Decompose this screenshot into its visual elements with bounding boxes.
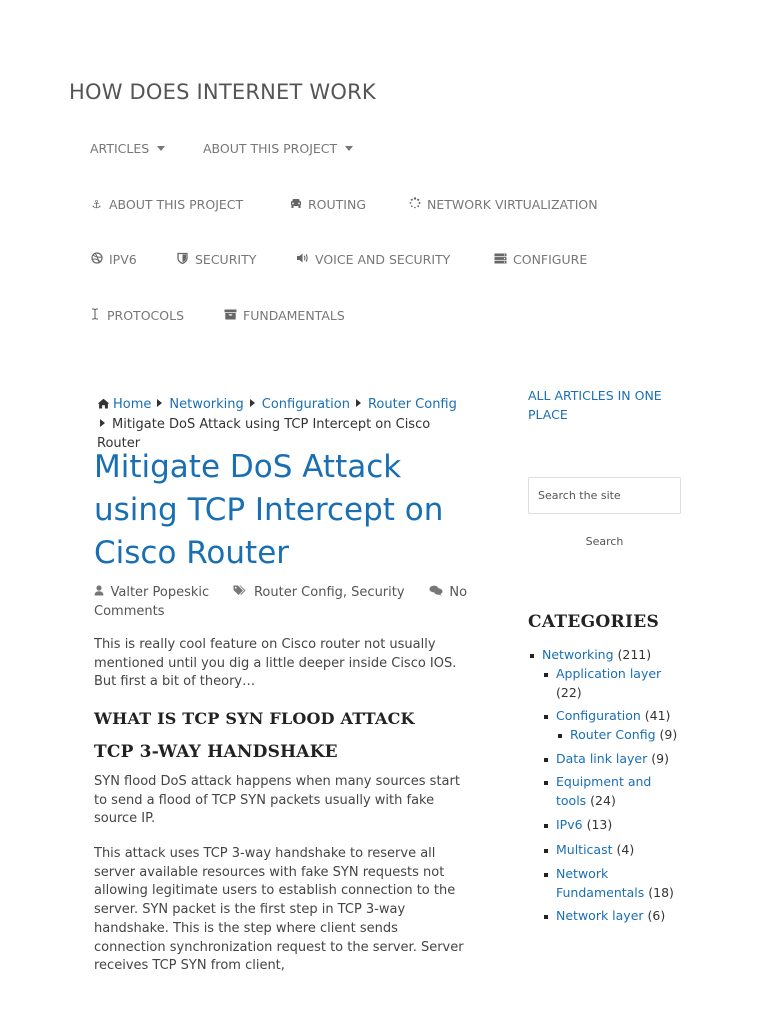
post-paragraph-1: SYN flood DoS attack happens when many sources start to send a flood of TCP SYN packets usually with fake source IP. [94, 774, 460, 827]
nav-protocols[interactable] [88, 308, 184, 323]
spinner-icon [408, 197, 421, 212]
section-heading: WHAT IS TCP SYN FLOOD ATTACK [94, 709, 415, 728]
all-articles-link[interactable]: ALL ARTICLES IN ONE PLACE [528, 388, 662, 422]
caret-down-icon [345, 146, 353, 151]
category-count: (13) [586, 817, 613, 832]
dribbble-icon [90, 252, 103, 267]
nav-label: CONFIGURE [513, 252, 588, 267]
post-meta: Valter Popeskic Router Config, Security No Comments [94, 585, 468, 619]
category-link-application-layer[interactable]: Application layer [556, 666, 662, 681]
nav-label: PROTOCOLS [107, 308, 185, 323]
breadcrumb-networking[interactable]: Networking [169, 397, 244, 412]
post-title[interactable]: Mitigate DoS Attack using TCP Intercept on Cisco Router [94, 449, 444, 571]
caret-right-icon [100, 419, 105, 427]
category-count: (22) [556, 684, 582, 700]
nav-label: ABOUT THIS PROJECT [203, 141, 338, 156]
category-item [556, 907, 686, 926]
category-link-router-config[interactable]: Router Config [570, 727, 656, 742]
post-paragraph-2: This attack uses TCP 3-way handshake to reserve all server available resources with fake SYN requests not allowing legitimate users to establish connection to the server. SYN packet is the first step in TCP 3-way handshake. This is the step where client sends connection synchronization request to the server. Server receives TCP SYN from client, [94, 846, 464, 974]
category-link-configuration[interactable]: Configuration [556, 708, 641, 723]
category-item [556, 841, 686, 860]
category-item [556, 865, 681, 902]
category-link-network-layer[interactable]: Network layer [556, 908, 644, 923]
breadcrumb-configuration[interactable]: Configuration [261, 397, 350, 412]
nav-voice-security[interactable] [296, 252, 450, 267]
category-link-ipv6[interactable]: IPv6 [556, 817, 583, 832]
category-item [556, 707, 686, 726]
home-icon [97, 396, 110, 415]
user-icon [94, 586, 108, 599]
nav-label: NETWORK VIRTUALIZATION [427, 197, 598, 212]
category-item [542, 646, 692, 665]
breadcrumb-current: Mitigate DoS Attack using TCP Intercept on Cisco Router [97, 417, 431, 451]
search-input[interactable] [528, 477, 681, 514]
caret-right-icon [356, 399, 361, 407]
tag-security[interactable]: Security [351, 585, 405, 600]
category-item [556, 750, 686, 769]
comments-icon [429, 586, 447, 599]
tags-icon [233, 586, 251, 599]
nav-configure[interactable] [494, 252, 587, 267]
server-icon [494, 253, 507, 267]
category-count: (24) [590, 792, 616, 808]
category-count: (18) [648, 884, 674, 900]
post-intro: This is really cool feature on Cisco router not usually mentioned until you dig a little deeper inside Cisco IOS. But first a bit of theory… [94, 637, 457, 690]
subsection-heading: TCP 3-WAY HANDSHAKE [94, 742, 338, 762]
nav-about-project[interactable] [90, 197, 243, 212]
category-link-network-fundamentals[interactable]: Network Fundamentals [556, 866, 645, 900]
category-count: (41) [644, 708, 671, 723]
nav-label: VOICE AND SECURITY [315, 252, 451, 267]
nav-security[interactable] [176, 252, 256, 267]
category-count: (4) [616, 842, 635, 857]
category-link-equipment-and-tools[interactable]: Equipment and tools [556, 774, 652, 808]
category-link-multicast[interactable]: Multicast [556, 842, 613, 857]
car-icon [289, 198, 302, 212]
breadcrumb-home[interactable]: Home [113, 397, 152, 412]
category-item [570, 726, 690, 745]
nav-label: ARTICLES [90, 141, 150, 156]
caret-right-icon [250, 399, 255, 407]
nav-about-dropdown[interactable] [203, 141, 353, 156]
breadcrumb-router-config[interactable]: Router Config [367, 397, 457, 412]
cursor-icon [88, 308, 101, 323]
nav-label: SECURITY [195, 252, 257, 267]
category-item [556, 816, 686, 835]
category-item [556, 773, 676, 810]
category-count: (9) [659, 727, 678, 742]
shield-icon [176, 252, 189, 267]
nav-label: IPV6 [109, 252, 137, 267]
caret-right-icon [157, 399, 162, 407]
search-button[interactable]: Search [528, 532, 681, 550]
category-count: (9) [651, 751, 669, 766]
nav-routing[interactable] [289, 197, 366, 212]
category-count: (6) [647, 908, 666, 923]
comments-link[interactable]: No Comments [94, 585, 468, 619]
category-link-networking[interactable]: Networking [542, 647, 614, 662]
nav-label: FUNDAMENTALS [243, 308, 345, 323]
nav-label: ROUTING [308, 197, 367, 212]
categories-heading: CATEGORIES [528, 612, 660, 632]
caret-down-icon [157, 146, 165, 151]
site-title[interactable]: HOW DOES INTERNET WORK [69, 80, 376, 104]
nav-articles[interactable] [90, 141, 165, 156]
category-link-data-link-layer[interactable]: Data link layer [556, 751, 648, 766]
nav-label: ABOUT THIS PROJECT [109, 197, 244, 212]
author-link[interactable]: Valter Popeskic [110, 585, 210, 600]
nav-ipv6[interactable] [90, 252, 137, 267]
nav-network-virtualization[interactable] [408, 197, 598, 212]
volume-icon [296, 252, 309, 267]
nav-fundamentals[interactable] [224, 308, 345, 323]
tag-router-config[interactable]: Router Config [253, 585, 343, 600]
breadcrumb [97, 395, 467, 453]
category-item [556, 665, 676, 702]
archive-icon [224, 309, 237, 323]
category-count: (211) [617, 647, 652, 662]
anchor-icon: ⚓ [91, 198, 102, 211]
